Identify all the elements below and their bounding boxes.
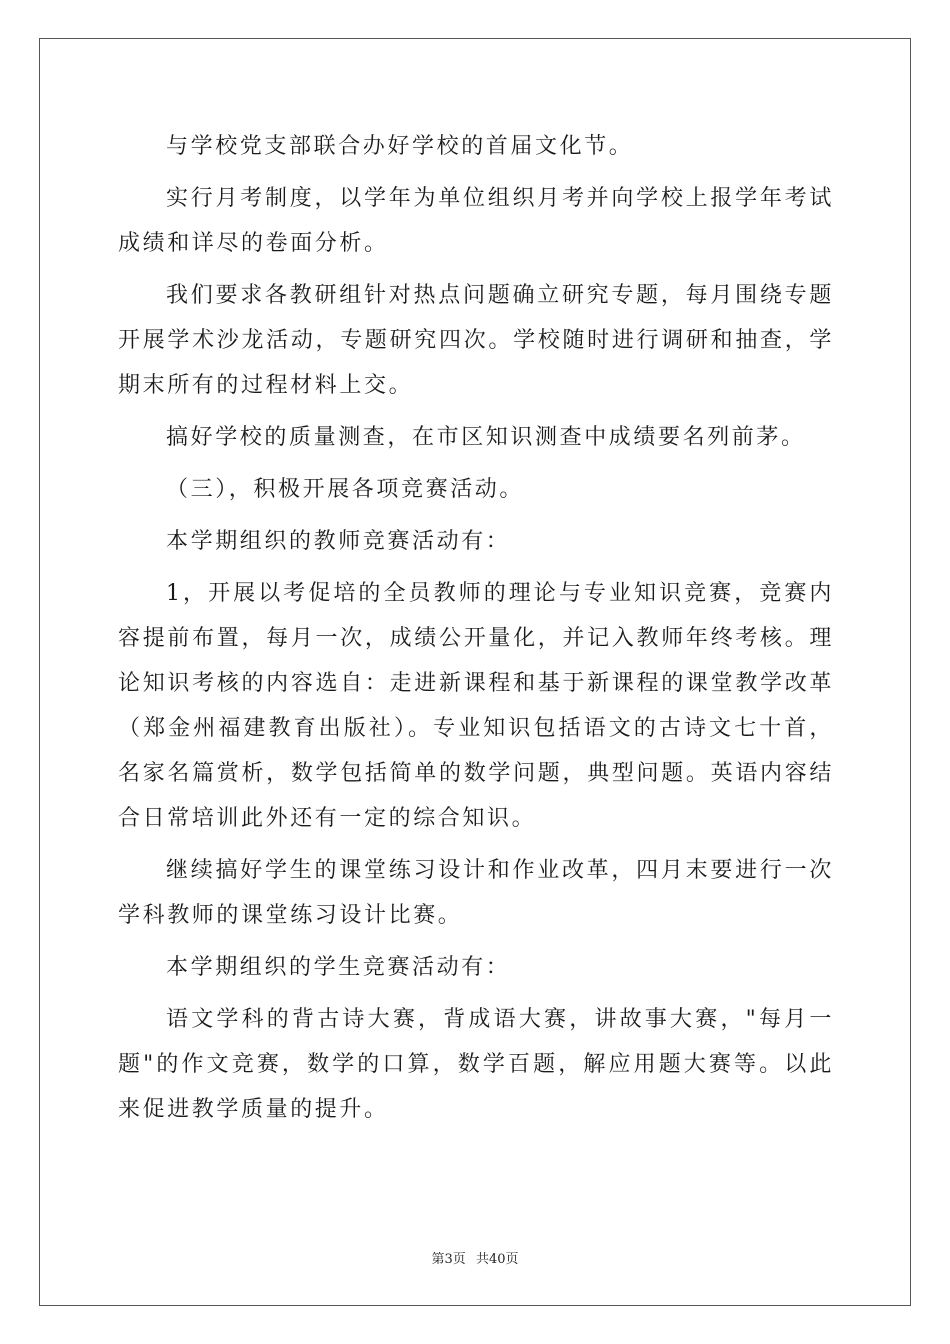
total-page-count: 共40页 [475, 1252, 519, 1267]
paragraph: 实行月考制度，以学年为单位组织月考并向学校上报学年考试成绩和详尽的卷面分析。 [118, 186, 834, 256]
paragraph: 我们要求各教研组针对热点问题确立研究专题，每月围绕专题开展学术沙龙活动，专题研究四次。学校随时进行调研和抽查，学期末所有的过程材料上交。 [118, 283, 834, 398]
paragraph: 继续搞好学生的课堂练习设计和作业改革，四月末要进行一次学科教师的课堂练习设计比赛。 [118, 858, 834, 928]
paragraph: 语文学科的背古诗大赛，背成语大赛，讲故事大赛，"每月一题"的作文竞赛，数学的口算，数学百题，解应用题大赛等。以此来促进教学质量的提升。 [118, 1007, 834, 1122]
paragraph: 搞好学校的质量测查，在市区知识测查中成绩要名列前茅。 [166, 425, 806, 450]
document-body [118, 124, 834, 1139]
current-page-number: 第3页 [431, 1252, 466, 1267]
page-footer [0, 1248, 950, 1267]
paragraph: （三），积极开展各项竞赛活动。 [166, 477, 525, 502]
paragraph: 本学期组织的教师竞赛活动有： [166, 529, 511, 554]
paragraph: 与学校党支部联合办好学校的首届文化节。 [166, 134, 634, 159]
paragraph: 本学期组织的学生竞赛活动有： [166, 955, 511, 980]
paragraph: 1，开展以考促培的全员教师的理论与专业知识竞赛，竞赛内容提前布置，每月一次，成绩公开量化，并记入教师年终考核。理论知识考核的内容选自：走进新课程和基于新课程的课堂教学改革（郑金州福建教育出版社）。专业知识包括语文的古诗文七十首，名家名篇赏析，数学包括简单的数学问题，典型问题。英语内容结合日常培训此外还有一定的综合知识。 [118, 581, 834, 831]
